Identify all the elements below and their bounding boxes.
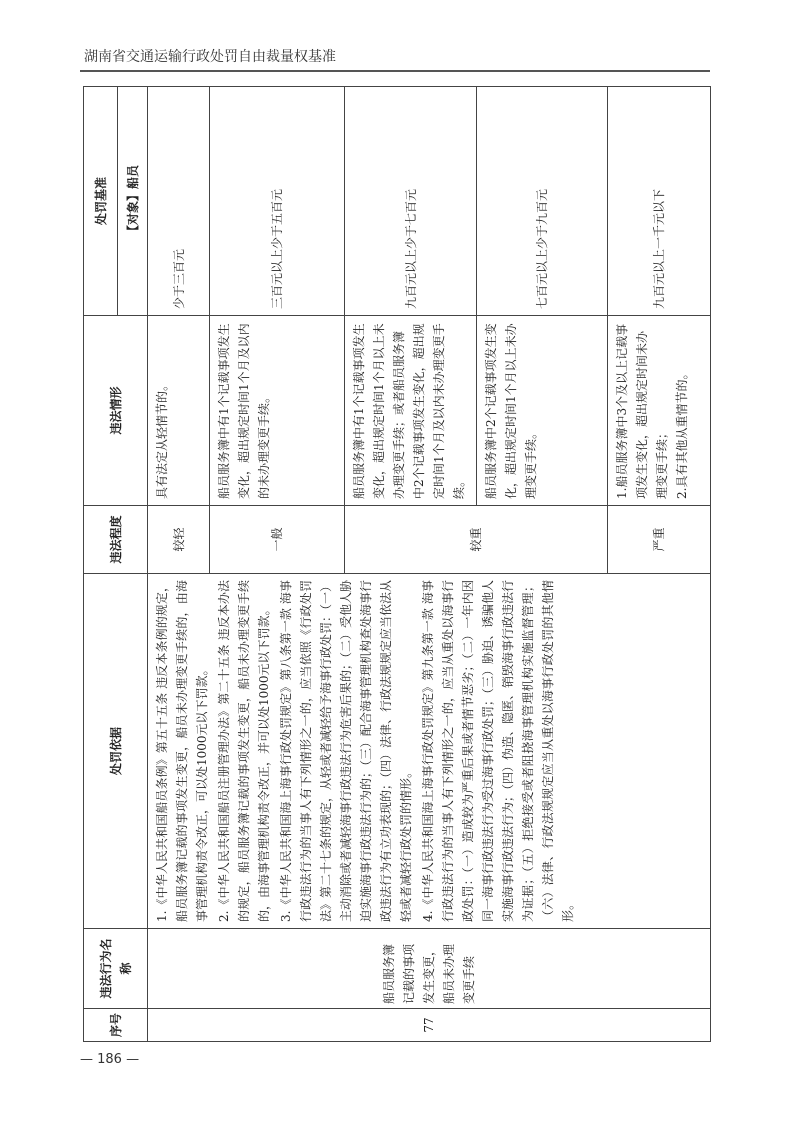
punishment-cell: 三百元以上少于五百元 — [210, 87, 345, 316]
basis-item: 4.《中华人民共和国海上海事行政处罚规定》第九条第一款 海事行政违法行为的当事人有下列情形之一的，应当从重处以海事行政处罚：（一）造成较为严重后果或者情节恶劣；（二）一年内因同一海事行政违法行为受过海事行政处罚；（三）胁迫、诱骗他人实施海事行政违法行为；（四）伪造、隐匿、销毁海事行政违法行为证据；（五）拒绝接受或者阻挠海事管理机构实施监督管理；（六）法律、行政法规规定应当从重处以海事行政处罚的其他情形。 — [421, 579, 575, 922]
header-degree: 违法程度 — [84, 506, 148, 574]
situation-cell: 船员服务簿中2个记载事项发生变化，超出规定时间1个月以上未办理变更手续。 — [477, 316, 608, 506]
degree-cell: 一般 — [210, 506, 345, 574]
situation-cell — [608, 316, 711, 506]
situation-line: 1.船员服务簿中3个及以上记载事项发生变化，超出规定时间未办理变更手续； 2.具有其他从重情节的。 — [615, 323, 689, 499]
degree-cell: 较轻 — [148, 506, 210, 574]
penalty-standard-table — [83, 86, 711, 1042]
header-violation-name: 违法行为名称 — [84, 929, 148, 1009]
header-basis: 处罚依据 — [84, 574, 148, 929]
basis-item: 1.《中华人民共和国船员条例》第五十五条 违反本条例的规定，船员服务簿记载的事项发生变更，船员未办理变更手续的，由海事管理机构责令改正，可以处1000元以下罚款。 — [155, 580, 209, 922]
header-situation: 违法情形 — [84, 316, 148, 506]
punishment-cell: 九百元以上少于七百元 — [345, 87, 477, 316]
degree-cell: 较重 — [345, 506, 608, 574]
header-divider — [80, 70, 710, 72]
page-number: — 186 — — [80, 1052, 140, 1067]
row-basis — [148, 574, 711, 929]
punishment-cell: 七百元以上少于九百元 — [477, 87, 608, 316]
situation-cell: 船员服务簿中有1个记载事项发生变化，超出规定时间1个月以上未办理变更手续；或者船员服务簿中2个记载事项发生变化，超出规定时间1个月及以内未办理变更手续。 — [345, 316, 477, 506]
rotated-table-wrapper — [83, 87, 710, 1042]
situation-cell: 船员服务簿中有1个记载事项发生变化，超出规定时间1个月及以内的未办理变更手续。 — [210, 316, 345, 506]
situation-cell: 具有法定从轻情节的。 — [148, 316, 210, 506]
header-target: 【对象】船员 — [118, 87, 148, 316]
row-seq: 77 — [148, 1009, 711, 1042]
punishment-cell: 九百元以上一千元以下 — [608, 87, 711, 316]
basis-item: 2.《中华人民共和国船员注册管理办法》第二十五条 违反本办法的规定，船员服务簿记载的事项发生变更，船员未办理变更手续的，由海事管理机构责令改正，并可以处1000元以下罚款。 — [217, 580, 271, 922]
degree-cell: 严重 — [608, 506, 711, 574]
document-header-title: 湖南省交通运输行政处罚自由裁量权基准 — [84, 49, 336, 65]
row-violation-name: 船员服务簿记载的事项发生变更，船员未办理变更手续 — [148, 929, 711, 1009]
header-punishment-standard: 处罚基准 — [84, 87, 118, 316]
basis-item: 3.《中华人民共和国海上海事行政处罚规定》第八条第一款 海事行政违法行为的当事人有下列情形之一的，应当依照《行政处罚法》第二十七条的规定，从轻或者减轻给予海事行政处罚：（一）主动消除或者减轻海事行政违法行为危害后果的；（二）受他人胁迫实施海事行政违法行为的；（三）配合海事管理机构查处海事行政违法行为有立功表现的；（四）法律、行政法规规定应当依法从轻或者减轻行政处罚的情形。 — [279, 579, 413, 922]
punishment-cell: 少于三百元 — [148, 87, 210, 316]
header-seq: 序号 — [84, 1009, 148, 1042]
